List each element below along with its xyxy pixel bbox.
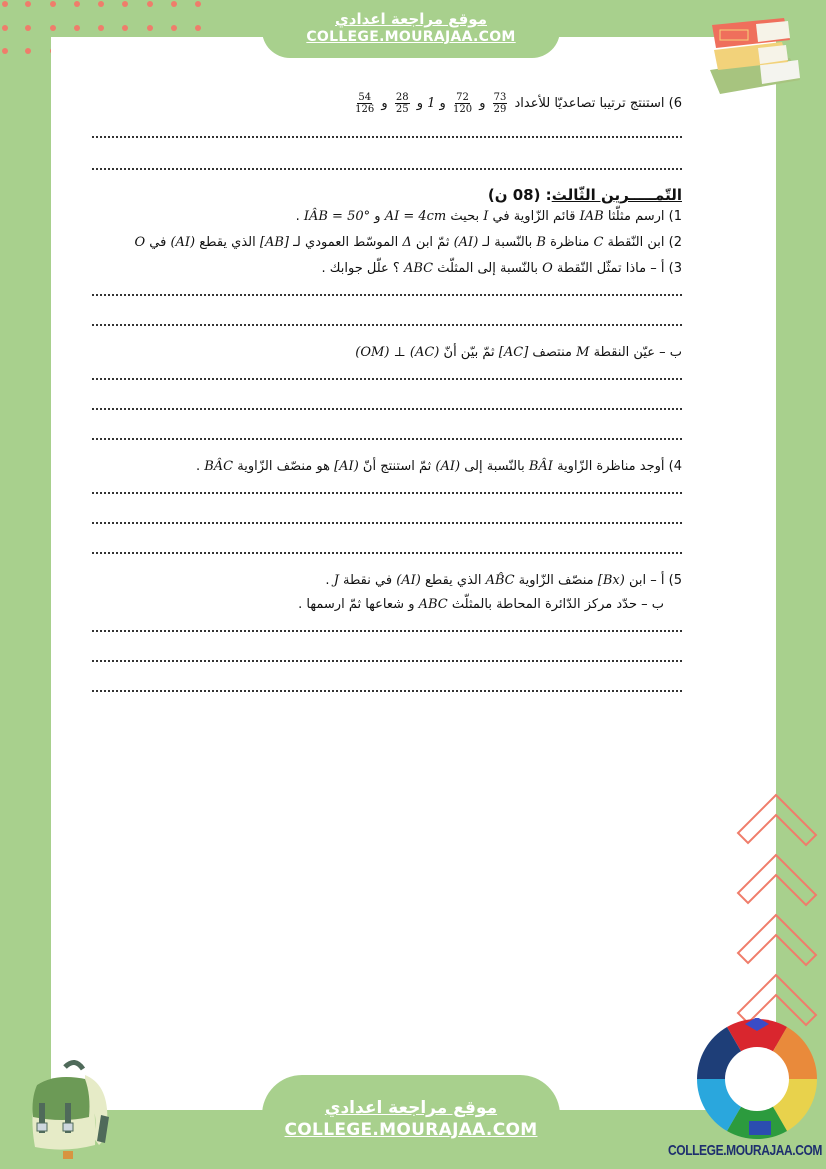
answer-line[interactable] — [92, 660, 682, 662]
answer-line[interactable] — [92, 324, 682, 326]
answer-line[interactable] — [92, 378, 682, 380]
decorative-dot — [25, 1, 31, 7]
site-name-ar: موقع مراجعة اعدادي — [324, 1098, 498, 1118]
exercise-item-5a: 5) أ – ابن [Bx) منصّف الزّاوية AB̂C الذي يقطع (AI) في نقطة J . — [325, 573, 682, 588]
decorative-dot — [171, 25, 177, 31]
college-logo-icon[interactable] — [696, 1018, 818, 1140]
decorative-dot — [25, 48, 31, 54]
exercise-item-5b: ب – حدّد مركز الدّائرة المحاطة بالمثلّث ABC و شعاعها ثمّ ارسمها . — [298, 597, 664, 612]
question-6: 6) استنتج ترتيبا تصاعديّا للأعداد $\frac{73}{29}$ و $\frac{72}{120}$ و 1 و $\frac{28}{25}$ و $\frac{54}{126}$ — [355, 92, 682, 115]
decorative-dot — [25, 25, 31, 31]
question-text: استنتج ترتيبا تصاعديّا للأعداد — [514, 96, 665, 111]
footer-banner[interactable] — [262, 1075, 560, 1169]
decorative-dot — [195, 1, 201, 7]
question-number: 6) — [668, 96, 682, 111]
site-name-ar: موقع مراجعة اعدادي — [335, 10, 487, 28]
fraction: $\frac{54}{126}$ — [355, 92, 375, 115]
site-url[interactable]: COLLEGE.MOURAJAA.COM — [306, 29, 516, 45]
answer-line[interactable] — [92, 294, 682, 296]
decorative-dot — [2, 48, 8, 54]
decorative-dot — [171, 1, 177, 7]
decorative-dot — [122, 25, 128, 31]
exercise-item-1: 1) ارسم مثلّثا IAB قائم الزّاوية في I بحيث AI = 4cm و IÂB = 50° . — [295, 209, 682, 224]
answer-line[interactable] — [92, 492, 682, 494]
books-icon — [700, 10, 810, 95]
backpack-icon — [15, 1055, 115, 1160]
site-url[interactable]: COLLEGE.MOURAJAA.COM — [284, 1120, 538, 1140]
answer-line[interactable] — [92, 630, 682, 632]
header-banner[interactable] — [262, 0, 560, 58]
fraction: $\frac{28}{25}$ — [395, 92, 409, 115]
fraction: $\frac{72}{120}$ — [452, 92, 473, 115]
answer-line[interactable] — [92, 168, 682, 170]
decorative-dot — [74, 25, 80, 31]
decorative-dot — [50, 1, 56, 7]
exercise-item-2: 2) ابن النّقطة C مناظرة B بالنّسبة لـ (AI) ثمّ ابن Δ الموسّط العمودي لـ [AB] الذي يقطع (AI) في O — [134, 235, 682, 250]
fraction: $\frac{73}{29}$ — [493, 92, 507, 115]
exercise-item-4: 4) أوجد مناظرة الزّاوية BÂI بالنّسبة إلى (AI) ثمّ استنتج أنّ [AI) هو منصّف الزّاوية BÂC . — [195, 459, 682, 474]
decorative-dot — [74, 1, 80, 7]
answer-line[interactable] — [92, 690, 682, 692]
decorative-dot — [2, 1, 8, 7]
decorative-dot — [2, 25, 8, 31]
decorative-dot — [122, 1, 128, 7]
decorative-dot — [195, 25, 201, 31]
answer-line[interactable] — [92, 438, 682, 440]
exercise-title: التّمـــــرين الثّالث: (08 ن) — [487, 186, 682, 204]
answer-line[interactable] — [92, 522, 682, 524]
answer-line[interactable] — [92, 136, 682, 138]
decorative-dot — [98, 1, 104, 7]
answer-line[interactable] — [92, 408, 682, 410]
chevron-up-icon — [733, 790, 823, 1030]
logo-url[interactable]: COLLEGE.MOURAJAA.COM — [668, 1141, 823, 1159]
decorative-dot — [147, 1, 153, 7]
decorative-dot — [147, 25, 153, 31]
decorative-dot — [50, 25, 56, 31]
decorative-dot — [98, 25, 104, 31]
exercise-item-3b: ب – عيّن النقطة M منتصف [AC] ثمّ بيّن أنّ (OM) ⊥ (AC) — [355, 345, 682, 360]
answer-line[interactable] — [92, 552, 682, 554]
exercise-item-3a: 3) أ – ماذا تمثّل النّقطة O بالنّسبة إلى المثلّث ABC ؟ علّل جوابك . — [321, 261, 682, 276]
